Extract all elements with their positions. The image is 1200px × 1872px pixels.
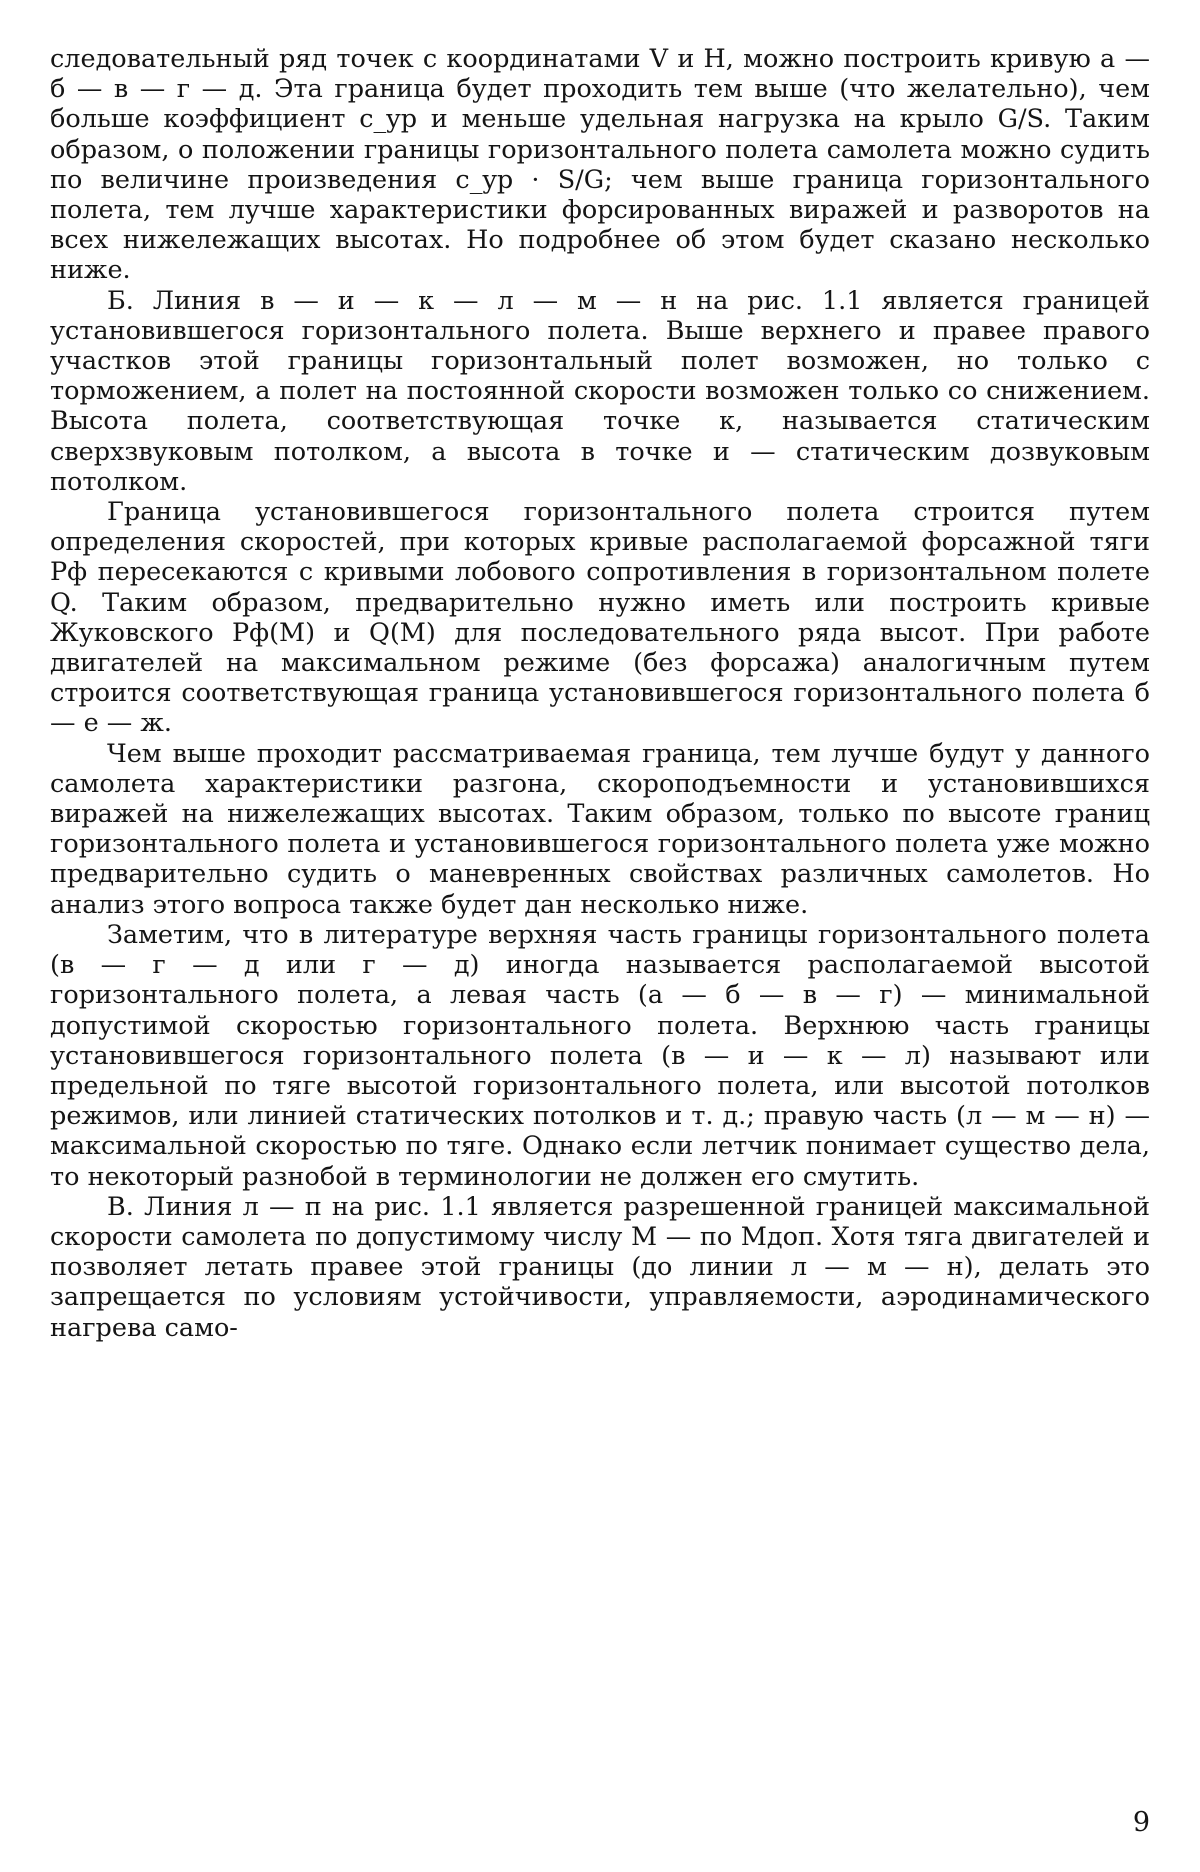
paragraph-4: Чем выше проходит рассматриваемая граница, тем лучше будут у данного самолета характеристики разгона, скороподъемности и установившихся виражей на нижележащих высотах. Таким образом, только по высоте границ горизонтального полета и установившегося горизонтального полета уже можно предварительно судить о маневренных свойствах различных самолетов. Но анализ этого вопроса также будет дан несколько ниже. bbox=[50, 738, 1150, 920]
paragraph-2: Б. Линия в — и — к — л — м — н на рис. 1.1 является границей установившегося горизонтального полета. Выше верхнего и правее правого участков этой границы горизонтальный полет возможен, но только с торможением, а полет на постоянной скорости возможен только со снижением. Высота полета, соответствующая точке к, называется статическим сверхзвуковым потолком, а высота в точке и — статическим дозвуковым потолком. bbox=[50, 285, 1150, 497]
paragraph-3: Граница установившегося горизонтального полета строится путем определения скоростей, при которых кривые располагаемой форсажной тяги Pф пересекаются с кривыми лобового сопротивления в горизонтальном полете Q. Таким образом, предварительно нужно иметь или построить кривые Жуковского Pф(M) и Q(M) для последовательного ряда высот. При работе двигателей на максимальном режиме (без форсажа) аналогичным путем строится соответствующая граница установившегося горизонтального полета б — е — ж. bbox=[50, 497, 1150, 739]
paragraph-5: Заметим, что в литературе верхняя часть границы горизонтального полета (в — г — д или г — д) иногда называется располагаемой высотой горизонтального полета, а левая часть (а — б — в — г) — минимальной допустимой скоростью горизонтального полета. Верхнюю часть границы установившегося горизонтального полета (в — и — к — л) называют или предельной по тяге высотой горизонтального полета, или высотой потолков режимов, или линией статических потолков и т. д.; правую часть (л — м — н) — максимальной скоростью по тяге. Однако если летчик понимает существо дела, то некоторый разнобой в терминологии не должен его смутить. bbox=[50, 919, 1150, 1192]
paragraph-6: В. Линия л — п на рис. 1.1 является разрешенной границей максимальной скорости самолета по допустимому числу M — по Mдоп. Хотя тяга двигателей и позволяет летать правее этой границы (до линии л — м — н), делать это запрещается по условиям устойчивости, управляемости, аэродинамического нагрева само- bbox=[50, 1191, 1150, 1343]
page-number: 9 bbox=[1132, 1807, 1150, 1838]
paragraph-1: следовательный ряд точек с координатами V и H, можно построить кривую а — б — в — г — д. Эта граница будет проходить тем выше (что желательно), чем больше коэффициент c_yр и меньше удельная нагрузка на крыло G/S. Таким образом, о положении границы горизонтального полета самолета можно судить по величине произведения c_yр · S/G; чем выше граница горизонтального полета, тем лучше характеристики форсированных виражей и разворотов на всех нижележащих высотах. Но подробнее об этом будет сказано несколько ниже. bbox=[50, 44, 1150, 286]
